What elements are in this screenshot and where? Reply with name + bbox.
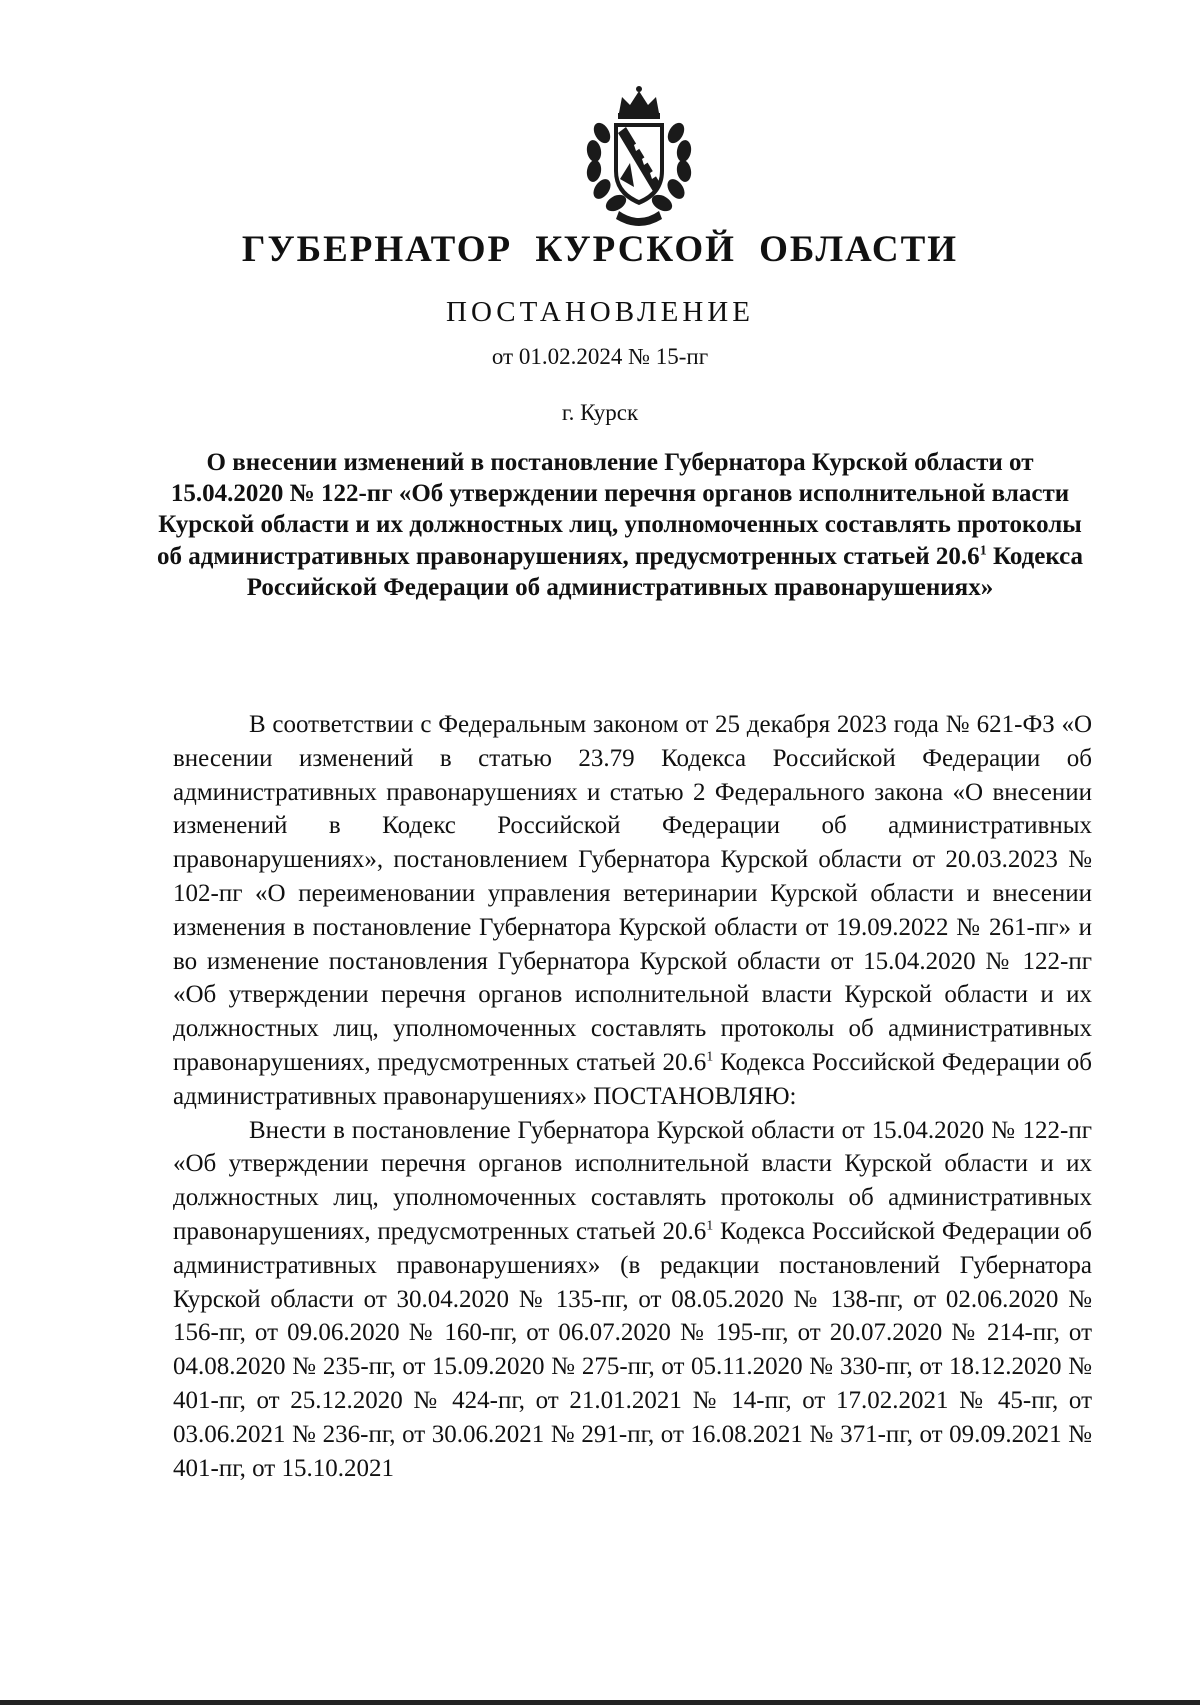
paragraph-1-text-part-2: Кодекса Российской Федерации об административных правонарушениях» ПОСТАНОВЛЯЮ: [173,1048,1092,1110]
document-body [173,708,1092,1485]
organization-heading: ГУБЕРНАТОР КУРСКОЙ ОБЛАСТИ [241,229,959,270]
paragraph-1-superscript: 1 [706,1049,714,1065]
title-text-part-1: О внесении изменений в постановление Губернатора Курской области от 15.04.2020 № 122-пг «Об утверждении перечня органов исполнительной власти Курской области и их должностных лиц, уполномоченных составлять протоколы об административных правонарушениях, предусмотренных статьей 20.6 [156,449,1082,570]
document-type: ПОСТАНОВЛЕНИЕ [446,296,754,328]
title-text-part-2: Кодекса Российской Федерации об административных правонарушениях» [246,542,1084,601]
document-title [150,447,1090,603]
paragraph-2-text-part-2: Кодекса Российской Федерации об административных правонарушениях» (в редакции постановлений Губернатора Курской области от 30.04.2020 № 135-пг, от 08.05.2020 № 138-пг, от 02.06.2020 № 156-пг, от 09.06.2020 № 160-пг, от 06.07.2020 № 195-пг, от 20.07.2020 № 214-пг, от 04.08.2020 № 235-пг, от 15.09.2020 № 275-пг, от 05.11.2020 № 330-пг, от 18.12.2020 № 401-пг, от 25.12.2020 № 424-пг, от 21.01.2021 № 14-пг, от 17.02.2021 № 45-пг, от 03.06.2021 № 236-пг, от 30.06.2021 № 291-пг, от 16.08.2021 № 371-пг, от 09.09.2021 № 401-пг, от 15.10.2021 [173,1217,1092,1482]
scan-bottom-edge [0,1700,1200,1705]
paragraph-2-text-part-1: Внести в постановление Губернатора Курской области от 15.04.2020 № 122-пг «Об утверждении перечня органов исполнительной власти Курской области и их должностных лиц, уполномоченных составлять протоколы об административных правонарушениях, предусмотренных статьей 20.6 [173,1116,1092,1245]
title-superscript: 1 [979,543,987,559]
document-number: от 01.02.2024 № 15-пг [491,344,709,369]
paragraph-2-superscript: 1 [706,1218,714,1234]
body-paragraph-1 [173,708,1092,1114]
document-city: г. Курск [561,400,639,425]
coat-of-arms-emblem [564,83,714,233]
body-paragraph-2 [173,1114,1092,1486]
paragraph-1-text-part-1: В соответствии с Федеральным законом от 25 декабря 2023 года № 621-ФЗ «О внесении изменений в статью 23.79 Кодекса Российской Федерации об административных правонарушениях и статью 2 Федерального закона «О внесении изменений в Кодекс Российской Федерации об административных правонарушениях», постановлением Губернатора Курской области от 20.03.2023 № 102-пг «О переименовании управления ветеринарии Курской области и внесении изменения в постановление Губернатора Курской области от 19.09.2022 № 261-пг» и во изменение постановления Губернатора Курской области от 15.04.2020 № 122-пг «Об утверждении перечня органов исполнительной власти Курской области и их должностных лиц, уполномоченных составлять протоколы об административных правонарушениях, предусмотренных статьей 20.6 [173,711,1092,1076]
